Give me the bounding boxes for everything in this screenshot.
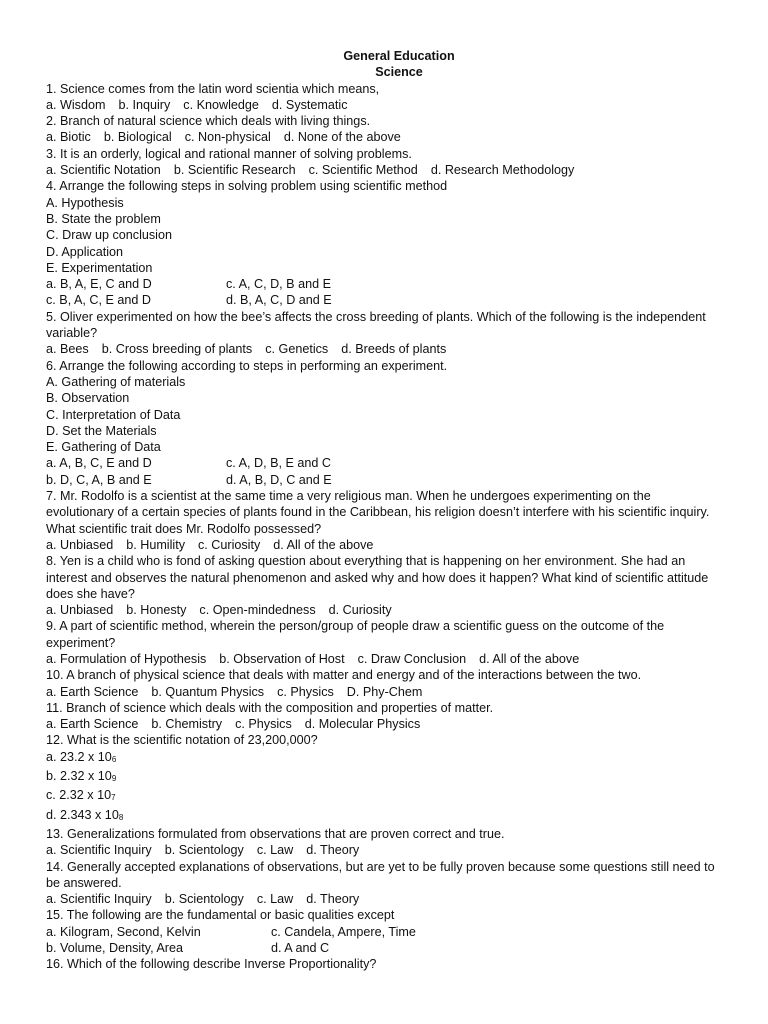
option xyxy=(46,749,722,768)
option: c. Open-mindedness xyxy=(199,603,316,618)
option-exponent: 7 xyxy=(111,793,116,803)
option: c. Law xyxy=(256,892,294,907)
option: b. Observation of Host xyxy=(219,651,345,666)
question-14-options xyxy=(46,891,722,907)
question-12: 12. What is the scientific notation of 23,200,000? xyxy=(46,733,318,748)
option: b. Honesty xyxy=(126,603,187,618)
option: d. Theory xyxy=(306,843,360,858)
option: c. Physics xyxy=(277,684,334,699)
document-page xyxy=(46,48,722,973)
option: a. Biotic xyxy=(46,130,91,145)
question-10: 10. A branch of physical science that deals with matter and energy and of the interactions between the two. xyxy=(46,668,642,683)
option-base: d. 2.343 x 10 xyxy=(46,807,119,822)
option: a. Scientific Inquiry xyxy=(46,892,152,907)
question-1-options xyxy=(46,97,722,113)
option-base: c. 2.32 x 10 xyxy=(46,788,112,803)
question-3: 3. It is an orderly, logical and rational manner of solving problems. xyxy=(46,146,412,161)
option-exponent: 6 xyxy=(111,754,117,764)
option: c. A, C, D, B and E xyxy=(226,277,331,292)
question-7-options xyxy=(46,537,722,553)
question-8-options xyxy=(46,602,722,618)
question-4-options-row-1 xyxy=(46,276,722,292)
question-4-options-row-2 xyxy=(46,292,722,308)
question-2-options xyxy=(46,129,722,145)
step-item: C. Interpretation of Data xyxy=(46,407,181,422)
question-13: 13. Generalizations formulated from observations that are proven correct and true. xyxy=(46,826,505,841)
question-5-options xyxy=(46,341,722,357)
question-9-options xyxy=(46,651,722,667)
option xyxy=(46,787,722,806)
option: a. Scientific Inquiry xyxy=(46,843,152,858)
question-5: 5. Oliver experimented on how the bee’s affects the cross breeding of plants. Which of the following is the independent variable? xyxy=(46,309,706,341)
question-14: 14. Generally accepted explanations of observations, but are yet to be fully proven because some questions still need to be answered. xyxy=(46,859,715,890)
option: c. Draw Conclusion xyxy=(357,651,467,666)
step-item: C. Draw up conclusion xyxy=(46,228,172,243)
option: d. B, A, C, D and E xyxy=(226,293,332,308)
question-15-options-row-2 xyxy=(46,940,722,956)
option xyxy=(46,807,722,826)
question-3-options xyxy=(46,162,722,178)
option: d. Curiosity xyxy=(328,603,392,618)
step-item: E. Gathering of Data xyxy=(46,440,161,455)
option: b. Cross breeding of plants xyxy=(101,342,253,357)
option: b. Scientology xyxy=(164,892,244,907)
option: a. Kilogram, Second, Kelvin xyxy=(46,924,201,939)
option: a. A, B, C, E and D xyxy=(46,456,152,471)
option: c. B, A, C, E and D xyxy=(46,293,151,308)
option: a. Earth Science xyxy=(46,684,139,699)
option: b. Quantum Physics xyxy=(151,684,265,699)
document-subtitle: Science xyxy=(375,65,423,80)
option: c. A, D, B, E and C xyxy=(226,456,331,471)
option: c. Knowledge xyxy=(183,97,259,112)
option: c. Non-physical xyxy=(184,130,271,145)
option: a. B, A, E, C and D xyxy=(46,277,152,292)
option: b. D, C, A, B and E xyxy=(46,472,152,487)
option: b. Chemistry xyxy=(151,717,223,732)
option: d. Breeds of plants xyxy=(341,342,447,357)
step-item: A. Hypothesis xyxy=(46,195,124,210)
option: a. Formulation of Hypothesis xyxy=(46,651,207,666)
option: c. Genetics xyxy=(265,342,329,357)
question-9: 9. A part of scientific method, wherein the person/group of people draw a scientific guess on the outcome of the experiment? xyxy=(46,619,665,650)
option: a. Scientific Notation xyxy=(46,163,161,178)
option-exponent: 8 xyxy=(118,812,124,822)
option: c. Scientific Method xyxy=(308,163,418,178)
option: b. Biological xyxy=(103,130,172,145)
step-item: A. Gathering of materials xyxy=(46,374,186,389)
question-15-options-row-1 xyxy=(46,924,722,940)
option: c. Law xyxy=(256,843,294,858)
question-13-options xyxy=(46,842,722,858)
question-6: 6. Arrange the following according to steps in performing an experiment. xyxy=(46,358,448,373)
option: b. Humility xyxy=(126,537,185,552)
option: c. Physics xyxy=(235,717,292,732)
option xyxy=(46,768,722,787)
option: c. Candela, Ampere, Time xyxy=(271,924,416,939)
option: d. All of the above xyxy=(273,537,374,552)
question-10-options xyxy=(46,684,722,700)
option: b. Volume, Density, Area xyxy=(46,941,183,956)
question-16: 16. Which of the following describe Inverse Proportionality? xyxy=(46,957,377,972)
step-item: D. Application xyxy=(46,244,124,259)
question-15: 15. The following are the fundamental or basic qualities except xyxy=(46,908,395,923)
question-6-options-row-2 xyxy=(46,472,722,488)
step-item: E. Experimentation xyxy=(46,260,153,275)
option: d. Systematic xyxy=(271,97,348,112)
question-7: 7. Mr. Rodolfo is a scientist at the same time a very religious man. When he undergoes experimenting on the evolutionary of a certain species of plants found in the Caribbean, his religion doesn’t interfere with his scientific inquiry. What scientific trait does Mr. Rodolfo possessed? xyxy=(46,489,710,536)
option: c. Curiosity xyxy=(198,537,261,552)
option: d. A and C xyxy=(271,941,330,956)
option-base: a. 23.2 x 10 xyxy=(46,749,112,764)
document-title: General Education xyxy=(343,49,455,63)
question-8: 8. Yen is a child who is fond of asking question about everything that is happening on her environment. She had an interest and observes the natural phenomenon and asked why and how does it happen? What kind of scientific attitude does she have? xyxy=(46,554,709,601)
option: b. Scientific Research xyxy=(173,163,296,178)
option: a. Bees xyxy=(46,342,89,357)
question-11-options xyxy=(46,716,722,732)
option: b. Scientology xyxy=(164,843,244,858)
option: d. Molecular Physics xyxy=(304,717,421,732)
question-11: 11. Branch of science which deals with the composition and properties of matter. xyxy=(46,700,494,715)
question-4: 4. Arrange the following steps in solving problem using scientific method xyxy=(46,179,448,194)
option: a. Earth Science xyxy=(46,717,139,732)
step-item: D. Set the Materials xyxy=(46,423,157,438)
question-6-options-row-1 xyxy=(46,455,722,471)
option: a. Unbiased xyxy=(46,537,114,552)
question-1: 1. Science comes from the latin word scientia which means, xyxy=(46,81,380,96)
option-base: b. 2.32 x 10 xyxy=(46,769,112,784)
option: a. Unbiased xyxy=(46,603,114,618)
option: d. All of the above xyxy=(479,651,580,666)
option-exponent: 9 xyxy=(111,774,117,784)
option: a. Wisdom xyxy=(46,97,106,112)
option: d. Theory xyxy=(306,892,360,907)
option: b. Inquiry xyxy=(118,97,171,112)
option: d. None of the above xyxy=(283,130,401,145)
option: D. Phy-Chem xyxy=(346,684,423,699)
question-2: 2. Branch of natural science which deals with living things. xyxy=(46,114,371,129)
option: d. Research Methodology xyxy=(430,163,575,178)
option: d. A, B, D, C and E xyxy=(226,472,332,487)
step-item: B. State the problem xyxy=(46,211,161,226)
step-item: B. Observation xyxy=(46,391,130,406)
